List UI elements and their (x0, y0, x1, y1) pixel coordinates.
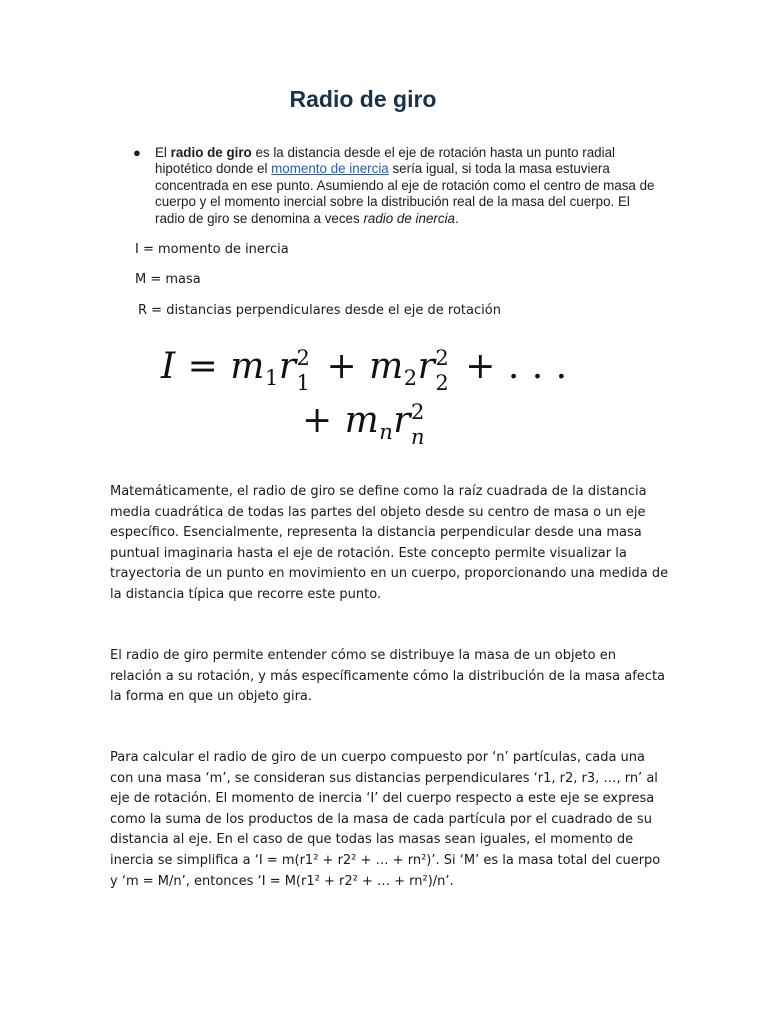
paragraph-text: Matemáticamente, el radio de giro se define como la raíz cuadrada de la distancia media cuadrática de todas las partes del objeto desde su centro de masa o un eje específico. Esencialmente, representa la distancia perpendicular desde una masa puntual imaginaria hasta el eje de rotación. Este concepto permite visualizar la trayectoria de un punto en movimiento en un cuerpo, proporcionando una medida de la distancia típica que recorre este punto. (110, 484, 669, 602)
page-title: Radio de giro (289, 86, 437, 112)
formula-line-2: + mnr 2 n (302, 400, 426, 449)
definition-i: I = momento de inercia (135, 242, 289, 257)
bullet-pre: El (155, 145, 171, 160)
paragraph-text: El radio de giro permite entender cómo se distribuye la masa de un objeto en relación a su rotación, y más específicamente cómo la distribución de la masa afecta la forma en que un objeto gira. (110, 648, 666, 705)
moment-of-inertia-formula (145, 338, 615, 449)
definition-r: R = distancias perpendiculares desde el eje de rotación (138, 303, 501, 318)
bullet-bold-term: radio de giro (170, 145, 252, 160)
definition-bullet (133, 145, 661, 227)
paragraph-mathematical-definition (110, 482, 670, 606)
paragraph-mass-distribution (110, 646, 670, 708)
bullet-dot-icon: ● (133, 145, 141, 160)
bullet-mid: es la distancia desde el eje de rotación hasta un punto radial hipotético donde el (155, 145, 616, 177)
paragraph-calculation (110, 748, 670, 892)
bullet-italic-term: radio de inercia (363, 210, 455, 226)
definition-m: M = masa (135, 272, 201, 287)
bullet-text (155, 145, 661, 227)
formula-line-1: I = m1r 2 1 + m2r 2 2 + . . . (161, 346, 568, 395)
bullet-end: . (455, 210, 459, 226)
paragraph-text: Para calcular el radio de giro de un cuerpo compuesto por ‘n’ partículas, cada una con una masa ‘m’, se consideran sus distancias perpendiculares ‘r1, r2, r3, …, rn’ al eje de rotación. El momento de inercia ‘I’ del cuerpo respecto a este eje se expresa como la suma de los productos de la masa de cada partícula por el cuadrado de su distancia al eje. En el caso de que todas las masas sean iguales, el momento de inercia se simplifica a ‘I = m(r1² + r2² + … + rn²)’. Si ‘M’ es la masa total del cuerpo y ‘m = M/n’, entonces ‘I = M(r1² + r2² + … + rn²)/n’. (110, 750, 661, 889)
bullet-post: sería igual, si toda la masa estuviera concentrada en ese punto. Asumiendo al eje de rotación como el centro de masa de cuerpo y el momento inercial sobre la distribución real de la masa del cuerpo. El radio de giro se denomina a veces (155, 161, 655, 226)
moment-of-inertia-link[interactable]: momento de inercia (271, 161, 389, 177)
